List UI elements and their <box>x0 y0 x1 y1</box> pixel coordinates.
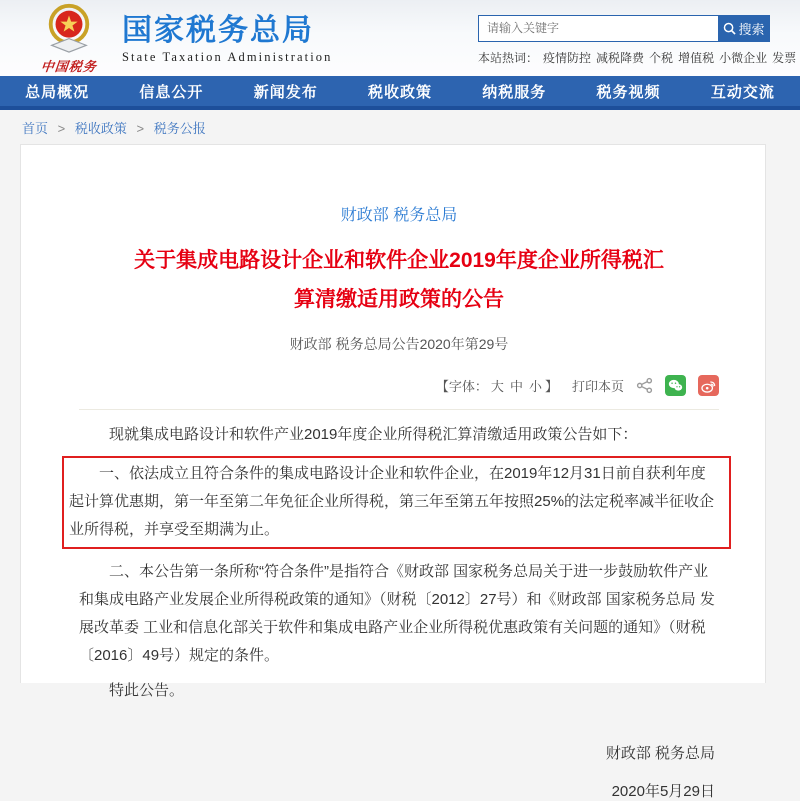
emblem-icon <box>43 2 95 59</box>
font-size-medium-button[interactable]: 中 <box>509 379 523 394</box>
logo-caption: 中国税务 <box>40 58 98 74</box>
print-page-button[interactable]: 打印本页 <box>571 379 624 394</box>
search-button[interactable] <box>718 15 770 42</box>
search-input[interactable] <box>478 15 718 42</box>
paragraph-item2: 二、本公告第一条所称“符合条件”是指符合《财政部 国家税务总局关于进一步鼓励软件产业和集成电路产业发展企业所得税政策的通知》（财税〔2012〕27号）和《财政部 国家税务总局 发展改革委 工业和信息化部关于软件和集成电路产业企业所得税优惠政策有关问题的通知》（财税〔2016〕49号）规定的条件。 <box>79 563 715 664</box>
content-divider <box>79 409 719 410</box>
hot-word-epidemic[interactable]: 疫情防控 <box>543 50 592 65</box>
search-block <box>478 11 797 66</box>
nav-item-news[interactable]: 新闻发布 <box>253 83 318 101</box>
signature-block <box>79 742 719 801</box>
breadcrumb-home[interactable]: 首页 <box>22 121 49 136</box>
nav-item-tax-service[interactable]: 纳税服务 <box>482 83 547 101</box>
hot-word-vat[interactable]: 增值税 <box>678 50 715 65</box>
font-size-label-suffix: 】 <box>544 379 558 394</box>
breadcrumb-tax-bulletin[interactable]: 税务公报 <box>153 121 206 136</box>
article-issuer-line: 财政部 税务总局 <box>340 207 458 224</box>
search-button-label: 搜索 <box>738 21 765 37</box>
paragraph-closing: 特此公告。 <box>109 682 185 699</box>
nav-item-tax-video[interactable]: 税务视频 <box>596 83 661 101</box>
site-title-block[interactable] <box>122 12 332 65</box>
nav-item-tax-policy[interactable]: 税收政策 <box>367 83 432 101</box>
article-card <box>20 144 766 800</box>
site-header <box>0 0 800 76</box>
font-size-label-prefix: 【字体： <box>435 379 488 394</box>
site-name-en: State Taxation Administration <box>122 49 333 64</box>
site-logo[interactable] <box>26 2 112 75</box>
breadcrumb <box>0 110 800 144</box>
nav-item-info-disclosure[interactable]: 信息公开 <box>139 83 204 101</box>
breadcrumb-separator: > <box>136 121 145 136</box>
hot-word-invoice[interactable]: 发票 <box>772 50 797 65</box>
signature-issuer: 财政部 税务总局 <box>605 745 715 762</box>
hot-words-label: 本站热词： <box>478 50 539 65</box>
document-number: 财政部 税务总局公告2020年第29号 <box>289 336 509 352</box>
breadcrumb-tax-policy[interactable]: 税收政策 <box>74 121 127 136</box>
weibo-share-icon[interactable] <box>698 375 719 396</box>
font-size-small-button[interactable]: 小 <box>528 379 542 394</box>
article-body <box>69 421 719 705</box>
nav-item-interaction[interactable]: 互动交流 <box>710 83 775 101</box>
paragraph-item1: 一、依法成立且符合条件的集成电路设计企业和软件企业，在2019年12月31日前自获利年度起计算优惠期，第一年至第二年免征企业所得税，第三年至第五年按照25%的法定税率减半征收企业所得税，并享受至期满为止。 <box>69 465 715 538</box>
signature-date: 2020年5月29日 <box>611 783 715 800</box>
page-title: 关于集成电路设计企业和软件企业2019年度企业所得税汇算清缴适用政策的公告 <box>134 249 664 311</box>
wechat-share-icon[interactable] <box>665 375 686 396</box>
highlight-annotation <box>62 456 731 549</box>
breadcrumb-separator: > <box>57 121 66 136</box>
paragraph-intro: 现就集成电路设计和软件产业2019年度企业所得税汇算清缴适用政策公告如下： <box>109 426 638 443</box>
font-size-large-button[interactable]: 大 <box>490 379 504 394</box>
main-nav <box>0 76 800 110</box>
article-toolbar <box>79 375 719 396</box>
share-icon[interactable] <box>636 377 653 394</box>
search-icon <box>723 22 736 35</box>
hot-word-personal-tax[interactable]: 个税 <box>649 50 674 65</box>
hot-word-tax-cut[interactable]: 减税降费 <box>596 50 645 65</box>
nav-item-overview[interactable]: 总局概况 <box>25 83 90 101</box>
hot-words <box>478 49 797 66</box>
hot-word-small-business[interactable]: 小微企业 <box>719 50 768 65</box>
site-name: 国家税务总局 <box>122 13 314 47</box>
